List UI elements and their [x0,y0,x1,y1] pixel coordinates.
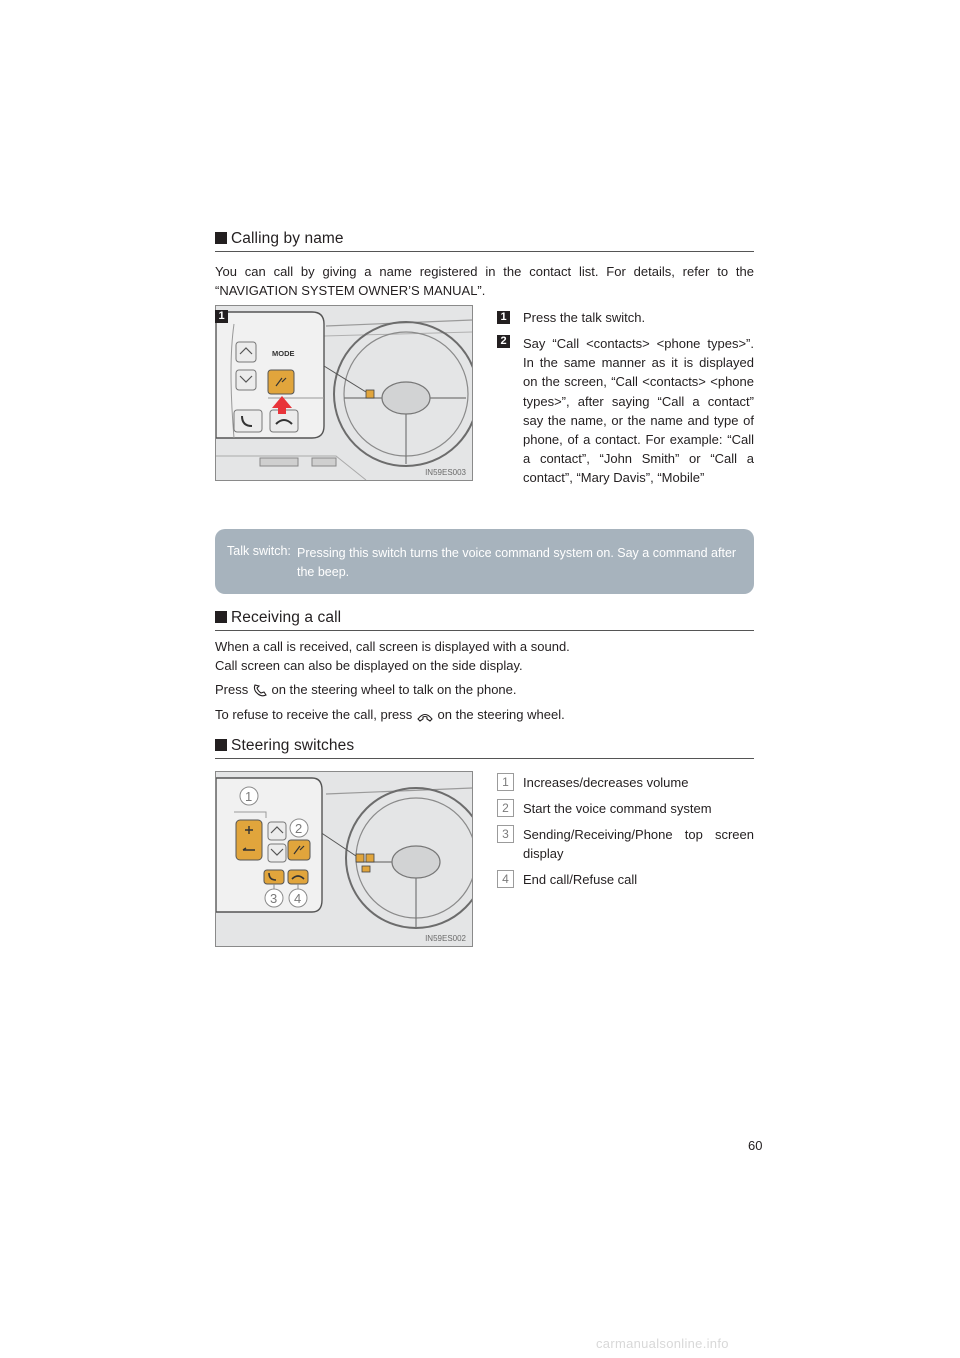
square-bullet-icon [215,232,227,244]
figure-callout-1: 1 [215,310,228,323]
item-text-1: Increases/decreases volume [523,775,689,790]
section-heading-steering: Steering switches [215,737,754,759]
footer-watermark: carmanualsonline.info [596,1336,729,1351]
step-text-2: Say “Call <contacts> <phone types>”. In the same manner as it is displayed on the screen, “Call <contacts> <phone types>”, after saying “Call a contact” say the name, or the name and type of phone, of a contact. For example: “Call a contact”, “John Smith” or “Call a contact”, “Mary Davis”, “Mobile” [523,336,754,486]
figure-code: IN59ES003 [425,468,466,477]
receiving-line-2: Call screen can also be displayed on the side display. [215,658,523,673]
mode-label: MODE [272,349,295,358]
step-number-1: 1 [497,311,510,324]
figure-code: IN59ES002 [425,934,466,943]
phone-pickup-icon [252,683,268,697]
figure-callout-4: 4 [294,891,302,906]
section-heading-calling: Calling by name [215,230,754,252]
steering-wheel-talk-illustration [216,306,472,480]
section-heading-receiving: Receiving a call [215,609,754,631]
note-text: Pressing this switch turns the voice command system on. Say a command after the beep. [297,546,737,579]
item-number-1: 1 [497,773,514,791]
figure-callout-2: 2 [295,821,303,836]
talk-switch-note [215,529,754,594]
figure-callout-1: 1 [245,789,253,804]
item-text-4: End call/Refuse call [523,872,638,887]
item-text-2: Start the voice command system [523,801,712,816]
receiving-line-3: Press on the steering wheel to talk on the phone. [215,682,517,697]
receiving-line-1: When a call is received, call screen is displayed with a sound. [215,639,570,654]
receiving-line-4: To refuse to receive the call, press on the steering wheel. [215,707,565,722]
item-number-3: 3 [497,825,514,843]
item-text-3: Sending/Receiving/Phone top screen display [523,827,754,862]
steering-switches-illustration [216,772,472,946]
item-number-2: 2 [497,799,514,817]
figure-talk-switch [215,305,473,481]
figure-callout-3: 3 [270,891,278,906]
square-bullet-icon [215,739,227,751]
step-number-2: 2 [497,335,510,348]
step-text-1: Press the talk switch. [523,310,646,325]
page-number: 60 [748,1138,763,1153]
square-bullet-icon [215,611,227,623]
figure-steering-switches [215,771,473,947]
note-label: Talk switch: [227,544,291,558]
item-number-4: 4 [497,870,514,888]
phone-hangup-icon [416,710,434,722]
calling-intro: You can call by giving a name registered in the contact list. For details, refer to the “NAVIGATION SYSTEM OWNER’S MANUAL”. [215,264,754,298]
